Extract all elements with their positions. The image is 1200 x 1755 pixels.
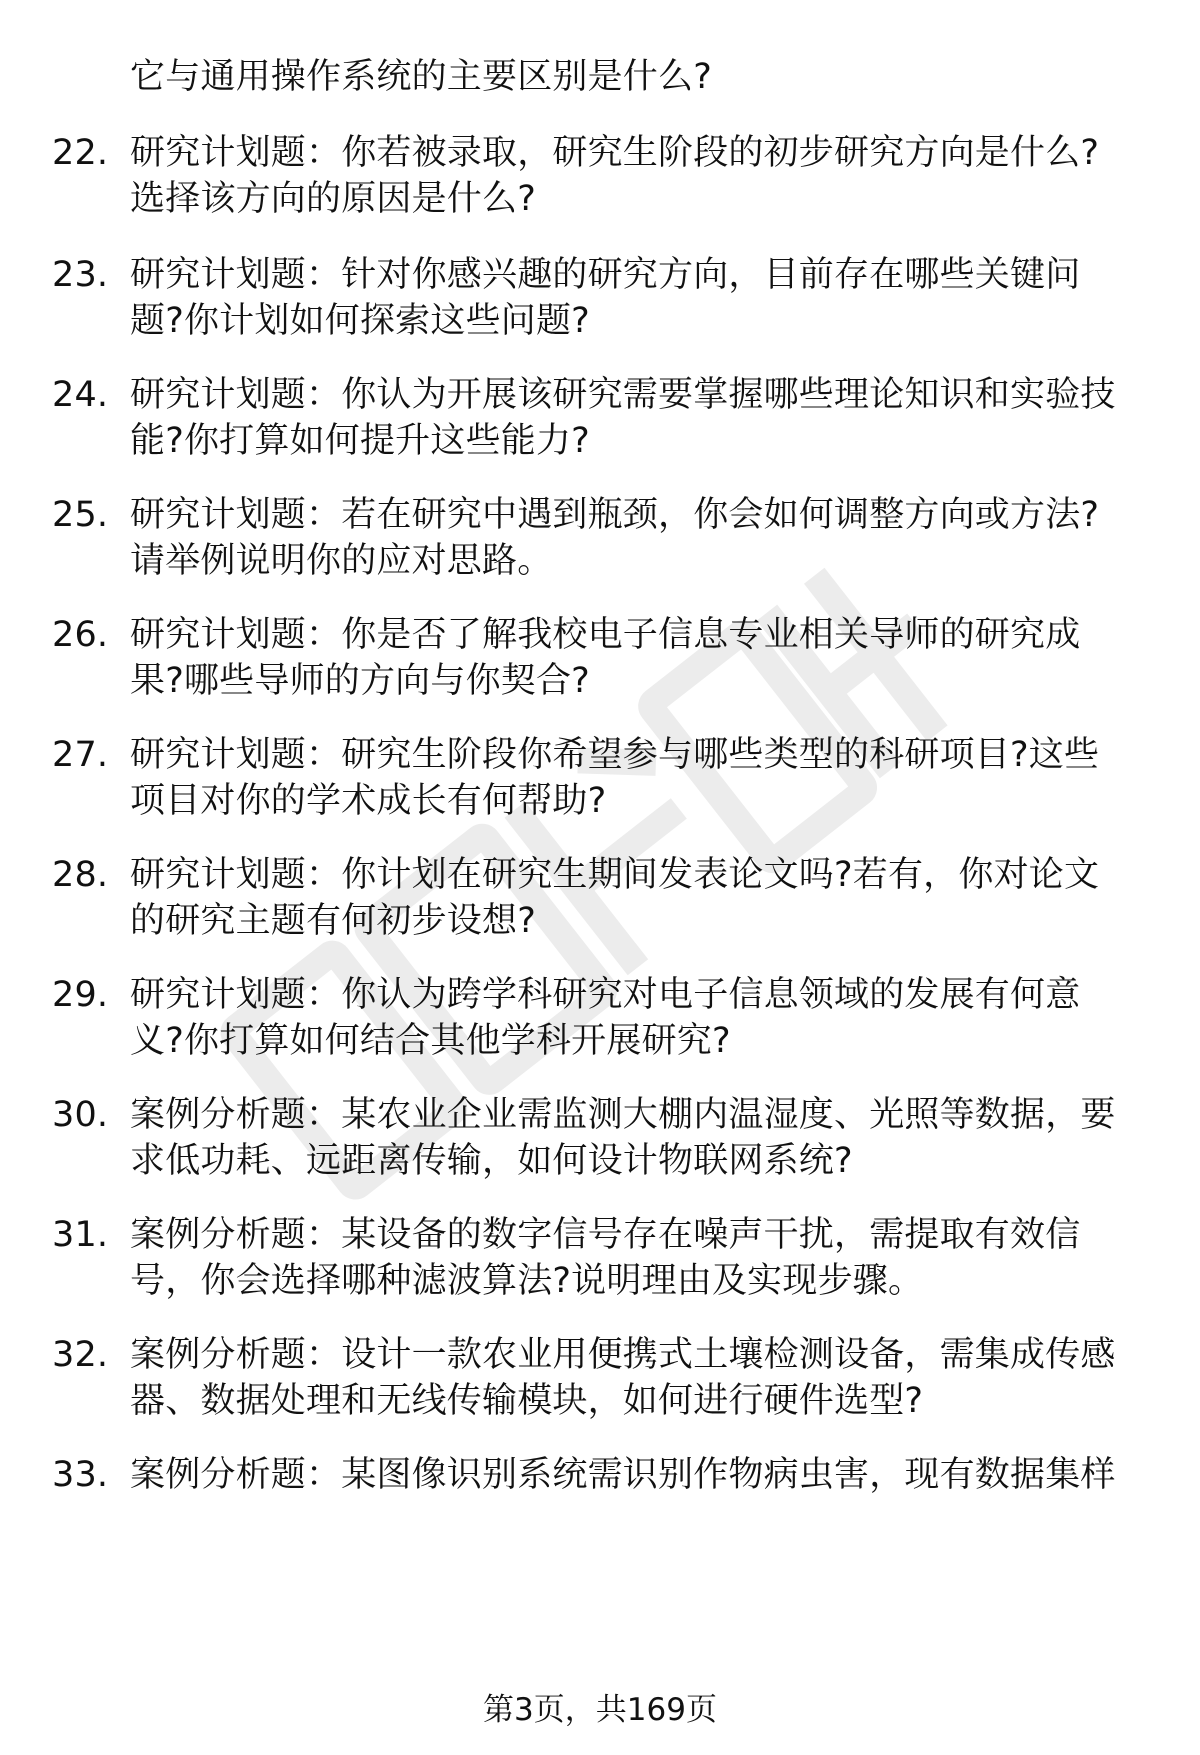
item-text-line: 研究计划题：研究生阶段你希望参与哪些类型的科研项目?这些 [130,735,1100,775]
item-text-line: 案例分析题：某图像识别系统需识别作物病虫害，现有数据集样 [130,1455,1116,1495]
item-number: 26. [52,615,109,655]
item-number: 24. [52,375,109,415]
item-number: 28. [52,855,109,895]
item-text-line: 它与通用操作系统的主要区别是什么? [130,57,712,97]
item-number: 31. [52,1215,109,1255]
item-text-line: 案例分析题：某设备的数字信号存在噪声干扰，需提取有效信 [130,1215,1081,1255]
item-number: 27. [52,735,109,775]
item-text-line: 求低功耗、远距离传输，如何设计物联网系统? [130,1141,853,1181]
item-number: 33. [52,1455,109,1495]
item-text-line: 研究计划题：你认为跨学科研究对电子信息领域的发展有何意 [130,975,1081,1015]
item-text-line: 研究计划题：你认为开展该研究需要掌握哪些理论知识和实验技 [130,375,1116,415]
item-number: 25. [52,495,109,535]
item-text-line: 选择该方向的原因是什么? [130,179,536,219]
item-text-line: 的研究主题有何初步设想? [130,901,536,941]
item-text-line: 项目对你的学术成长有何帮助? [130,781,607,821]
item-number: 23. [52,255,109,295]
item-number: 22. [52,133,109,173]
item-text-line: 研究计划题：针对你感兴趣的研究方向，目前存在哪些关键问 [130,255,1081,295]
item-text-line: 题?你计划如何探索这些问题? [130,301,590,341]
item-text-line: 研究计划题：若在研究中遇到瓶颈，你会如何调整方向或方法? [130,495,1100,535]
item-text-line: 案例分析题：某农业企业需监测大棚内温湿度、光照等数据，要 [130,1095,1116,1135]
item-number: 30. [52,1095,109,1135]
item-text-line: 义?你打算如何结合其他学科开展研究? [130,1021,731,1061]
item-text-line: 能?你打算如何提升这些能力? [130,421,590,461]
item-text-line: 请举例说明你的应对思路。 [130,541,553,581]
item-text-line: 果?哪些导师的方向与你契合? [130,661,590,701]
item-number: 32. [52,1335,109,1375]
item-text-line: 案例分析题：设计一款农业用便携式土壤检测设备，需集成传感 [130,1335,1116,1375]
item-number: 29. [52,975,109,1015]
item-text-line: 研究计划题：你若被录取，研究生阶段的初步研究方向是什么? [130,133,1100,173]
item-text-line: 号，你会选择哪种滤波算法?说明理由及实现步骤。 [130,1261,924,1301]
item-text-line: 研究计划题：你计划在研究生期间发表论文吗?若有，你对论文 [130,855,1100,895]
item-text-line: 器、数据处理和无线传输模块，如何进行硬件选型? [130,1381,924,1421]
page-footer: 第3页，共169页 [483,1692,717,1728]
item-text-line: 研究计划题：你是否了解我校电子信息专业相关导师的研究成 [130,615,1081,655]
